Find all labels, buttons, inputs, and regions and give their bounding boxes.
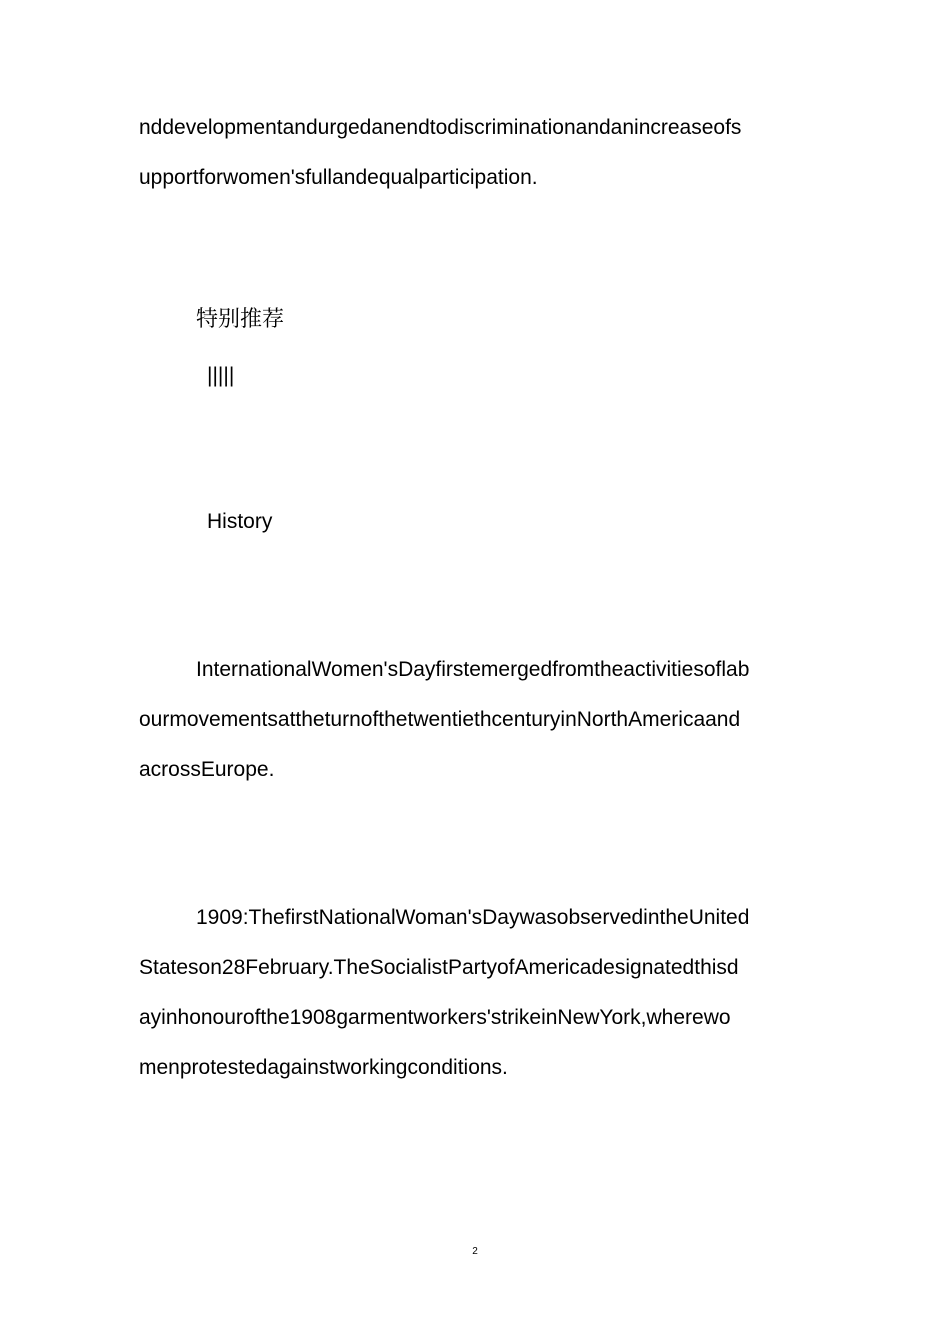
section-heading-history: History: [207, 510, 273, 533]
text-line: 1909:ThefirstNationalWoman'sDaywasobservedintheUnited: [196, 906, 750, 929]
recommend-links[interactable]: |||||: [207, 364, 235, 387]
text-line: Stateson28February.TheSocialistPartyofAmericadesignatedthisd: [139, 956, 739, 979]
text-line: acrossEurope.: [139, 758, 275, 781]
text-line: upportforwomen'sfullandequalparticipation.: [139, 166, 538, 189]
special-recommend-heading: 特别推荐: [196, 307, 285, 332]
text-line: ourmovementsattheturnofthetwentiethcenturyinNorthAmericaand: [139, 708, 741, 731]
text-line: ayinhonourofthe1908garmentworkers'strikeinNewYork,wherewo: [139, 1006, 731, 1029]
text-line: nddevelopmentandurgedanendtodiscriminationandanincreaseofs: [139, 116, 742, 139]
text-line: InternationalWomen'sDayfirstemergedfromtheactivitiesoflab: [196, 658, 750, 681]
page-number: 2: [472, 1246, 478, 1257]
text-line: menprotestedagainstworkingconditions.: [139, 1056, 508, 1079]
